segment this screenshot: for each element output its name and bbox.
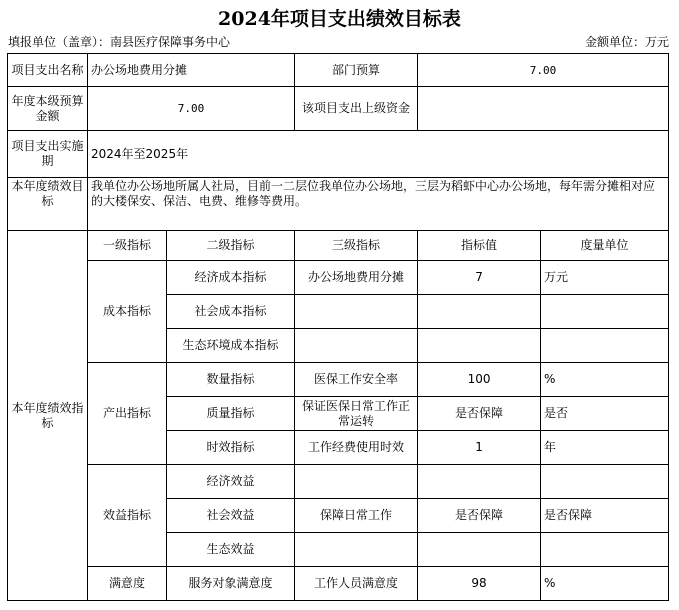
group-cost: 成本指标 (88, 261, 167, 363)
row-unit: 年 (541, 431, 669, 465)
row-value (418, 465, 541, 499)
row-unit (541, 533, 669, 567)
annual-budget-value: 7.00 (88, 87, 295, 131)
project-name-value: 办公场地费用分摊 (88, 54, 295, 87)
row-level2: 数量指标 (167, 363, 295, 397)
period-value: 2024年至2025年 (88, 131, 669, 178)
row-unit: % (541, 363, 669, 397)
project-name-label: 项目支出名称 (8, 54, 88, 87)
row-unit: 是否保障 (541, 499, 669, 533)
row-level3: 工作人员满意度 (295, 567, 418, 601)
row-value: 100 (418, 363, 541, 397)
row-level2: 生态效益 (167, 533, 295, 567)
target-text: 我单位办公场地所属人社局，目前一二层位我单位办公场地，三层为稻虾中心办公场地，每年需分摊相对应的大楼保安、保洁、电费、维修等费用。 (88, 178, 669, 231)
row-value (418, 295, 541, 329)
row-value (418, 533, 541, 567)
row-value: 7 (418, 261, 541, 295)
superior-funds-label: 该项目支出上级资金 (295, 87, 418, 131)
row-level3: 办公场地费用分摊 (295, 261, 418, 295)
row-unit (541, 295, 669, 329)
row-level2: 服务对象满意度 (167, 567, 295, 601)
header-level3: 三级指标 (295, 231, 418, 261)
row-level3 (295, 295, 418, 329)
annual-budget-label: 年度本级预算金额 (8, 87, 88, 131)
filing-unit: 填报单位（盖章）：南县医疗保障事务中心 (8, 35, 231, 49)
row-value: 是否保障 (418, 397, 541, 431)
dept-budget-value: 7.00 (418, 54, 669, 87)
row-value: 是否保障 (418, 499, 541, 533)
row-level3: 医保工作安全率 (295, 363, 418, 397)
row-level3 (295, 329, 418, 363)
performance-target-table (7, 53, 669, 601)
header-level2: 二级指标 (167, 231, 295, 261)
row-level3: 保证医保日常工作正常运转 (295, 397, 418, 431)
amount-unit: 金额单位：万元 (584, 35, 669, 49)
header-unit: 度量单位 (541, 231, 669, 261)
indicators-label: 本年度绩效指标 (8, 231, 88, 601)
row-value: 98 (418, 567, 541, 601)
superior-funds-value (418, 87, 669, 131)
row-value: 1 (418, 431, 541, 465)
group-benefit: 效益指标 (88, 465, 167, 567)
row-level2: 经济成本指标 (167, 261, 295, 295)
period-label: 项目支出实施期 (8, 131, 88, 178)
row-level2: 生态环境成本指标 (167, 329, 295, 363)
row-unit: 万元 (541, 261, 669, 295)
row-level2: 经济效益 (167, 465, 295, 499)
header-level1: 一级指标 (88, 231, 167, 261)
row-level3: 保障日常工作 (295, 499, 418, 533)
group-satisfaction: 满意度 (88, 567, 167, 601)
row-value (418, 329, 541, 363)
row-level2: 质量指标 (167, 397, 295, 431)
target-label: 本年度绩效目标 (8, 178, 88, 231)
row-level3 (295, 465, 418, 499)
row-unit (541, 465, 669, 499)
row-unit (541, 329, 669, 363)
dept-budget-label: 部门预算 (295, 54, 418, 87)
row-level2: 社会效益 (167, 499, 295, 533)
header-value: 指标值 (418, 231, 541, 261)
row-level3: 工作经费使用时效 (295, 431, 418, 465)
page-title: 2024年项目支出绩效目标表 (218, 8, 461, 30)
group-output: 产出指标 (88, 363, 167, 465)
row-unit: % (541, 567, 669, 601)
row-level2: 社会成本指标 (167, 295, 295, 329)
row-unit: 是否 (541, 397, 669, 431)
row-level2: 时效指标 (167, 431, 295, 465)
row-level3 (295, 533, 418, 567)
